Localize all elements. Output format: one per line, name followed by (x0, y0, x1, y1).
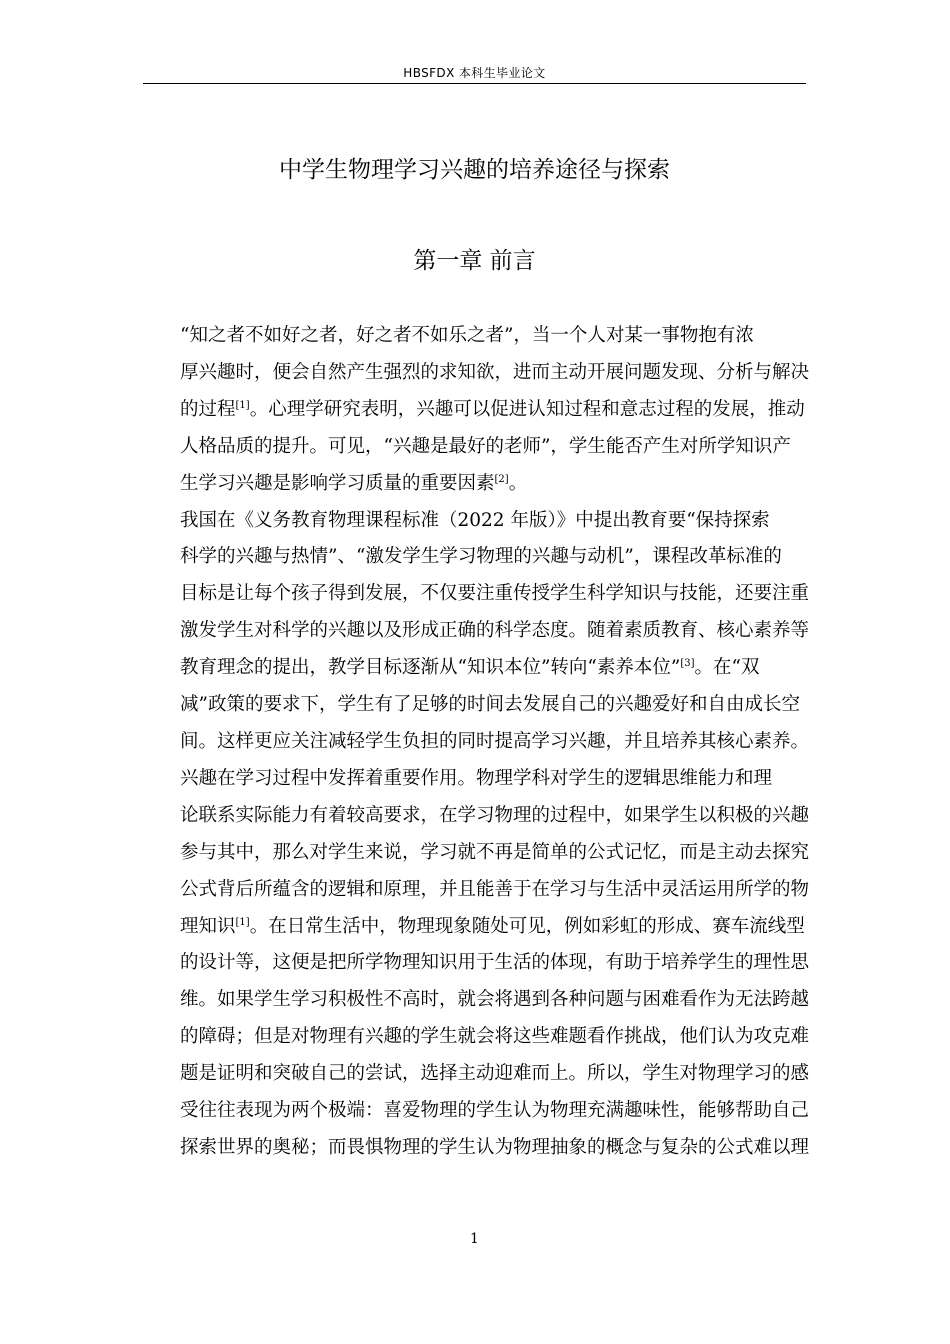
text-line (143, 429, 806, 466)
text-line (143, 724, 810, 761)
text-segment: 理知识 (180, 915, 236, 937)
text-line (143, 318, 806, 355)
text-segment: 教育理念的提出，教学目标逐渐从“知识本位”转向“素养本位” (180, 657, 681, 679)
text-segment: 厚兴趣时，便会自然产生强烈的求知欲，进而主动开展问题发现、分析与解决 (180, 361, 810, 383)
text-line (143, 798, 810, 835)
text-segment: 题是证明和突破自己的尝试，选择主动迎难而上。所以，学生对物理学习的感 (180, 1063, 810, 1085)
text-line (143, 392, 806, 429)
text-segment: 探索世界的奥秘；而畏惧物理的学生认为物理抽象的概念与复杂的公式难以理 (180, 1136, 810, 1158)
text-segment: 人格品质的提升。可见，“兴趣是最好的老师”，学生能否产生对所学知识产 (180, 435, 791, 457)
paragraph (143, 318, 810, 503)
text-segment: 公式背后所蕴含的逻辑和原理，并且能善于在学习与生活中灵活运用所学的物 (180, 878, 810, 900)
body-text (143, 318, 810, 1167)
text-line (143, 761, 806, 798)
chapter-heading: 第一章 前言 (413, 248, 536, 274)
text-segment: 的设计等，这便是把所学物理知识用于生活的体现，有助于培养学生的理性思 (180, 952, 810, 974)
text-line (143, 1056, 810, 1093)
text-line (143, 945, 810, 982)
text-segment: 减”政策的要求下，学生有了足够的时间去发展自己的兴趣爱好和自由成长空 (180, 694, 800, 716)
text-segment: 我国在《义务教育物理课程标准（2022 年版）》中提出教育要“保持探索 (180, 509, 770, 531)
citation-marker: [2] (494, 473, 509, 485)
citation-marker: [3] (680, 658, 695, 670)
text-line (143, 909, 806, 946)
text-segment: 。在“双 (694, 657, 760, 679)
text-segment: 。 (508, 472, 528, 494)
text-segment: 参与其中，那么对学生来说，学习就不再是简单的公式记忆，而是主动去探究 (180, 841, 810, 863)
text-segment: “知之者不如好之者，好之者不如乐之者”，当一个人对某一事物抱有浓 (180, 325, 754, 346)
text-segment: 的过程 (180, 398, 236, 420)
header-divider (143, 83, 806, 84)
text-line (143, 650, 806, 687)
text-line (143, 539, 806, 576)
text-segment: 兴趣在学习过程中发挥着重要作用。物理学科对学生的逻辑思维能力和理 (180, 767, 773, 789)
text-line (143, 835, 810, 872)
text-segment: 受往往表现为两个极端：喜爱物理的学生认为物理充满趣味性，能够帮助自己 (180, 1100, 810, 1122)
text-line (143, 355, 810, 392)
text-segment: 。心理学研究表明，兴趣可以促进认知过程和意志过程的发展，推动 (249, 398, 805, 420)
text-segment: 激发学生对科学的兴趣以及形成正确的科学态度。随着素质教育、核心素养等 (180, 620, 810, 642)
text-line (143, 1019, 810, 1056)
text-line (143, 1130, 810, 1167)
text-line (143, 576, 810, 613)
text-segment: 科学的兴趣与热情”、“激发学生学习物理的兴趣与动机”，课程改革标准的 (180, 546, 782, 568)
text-line (143, 872, 810, 909)
citation-marker: [1] (235, 399, 250, 411)
text-segment: 论联系实际能力有着较高要求，在学习物理的过程中，如果学生以积极的兴趣 (180, 804, 810, 826)
text-segment: 间。这样更应关注减轻学生负担的同时提高学习兴趣，并且培养其核心素养。 (180, 730, 810, 752)
text-segment: 。在日常生活中，物理现象随处可见，例如彩虹的形成、赛车流线型 (249, 915, 805, 937)
text-line (143, 466, 806, 503)
text-line (143, 613, 810, 650)
text-line (143, 503, 806, 540)
page-number: 1 (470, 1231, 479, 1247)
text-line (143, 982, 810, 1019)
page-header: HBSFDX 本科生毕业论文 (403, 66, 546, 80)
text-segment: 维。如果学生学习积极性不高时，就会将遇到各种问题与困难看作为无法跨越 (180, 989, 810, 1011)
text-segment: 的障碍；但是对物理有兴趣的学生就会将这些难题看作挑战，他们认为攻克难 (180, 1026, 810, 1048)
text-line (143, 1093, 810, 1130)
text-line (143, 687, 806, 724)
citation-marker: [1] (235, 916, 250, 928)
text-segment: 生学习兴趣是影响学习质量的重要因素 (180, 472, 495, 494)
paragraph (143, 503, 810, 761)
paragraph (143, 761, 810, 1167)
thesis-title: 中学生物理学习兴趣的培养途径与探索 (279, 157, 670, 183)
text-segment: 目标是让每个孩子得到发展，不仅要注重传授学生科学知识与技能，还要注重 (180, 583, 810, 605)
